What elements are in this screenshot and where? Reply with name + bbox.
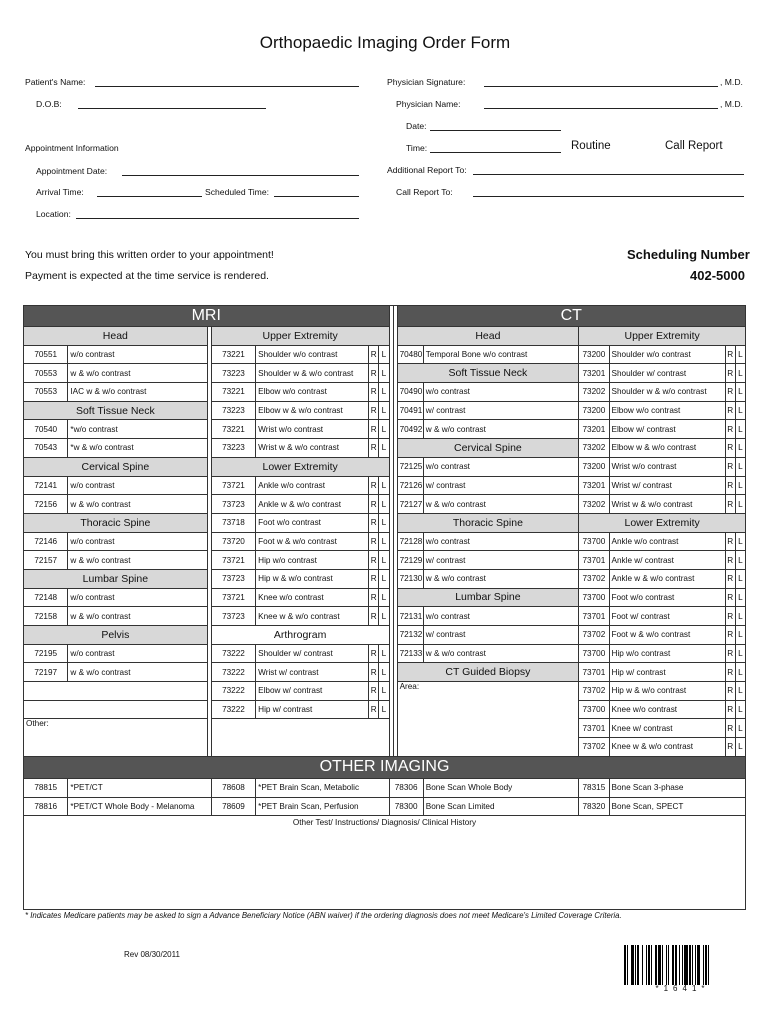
gap: [393, 719, 397, 756]
procedure-option[interactable]: w & w/o contrast: [68, 495, 207, 514]
section-subheader: Thoracic Spine: [397, 513, 579, 532]
right-side-checkbox[interactable]: R: [725, 383, 735, 402]
procedure-code: 72197: [24, 663, 68, 682]
section-subheader: Soft Tissue Neck: [24, 401, 208, 420]
patient-name-label: Patient's Name:: [25, 77, 86, 87]
procedure-option[interactable]: Foot w/o contrast: [256, 513, 369, 532]
left-side-checkbox[interactable]: L: [379, 495, 389, 514]
procedure-code: 70480: [397, 345, 423, 364]
procedure-code: 73201: [579, 420, 609, 439]
right-side-checkbox[interactable]: R: [725, 644, 735, 663]
left-side-checkbox[interactable]: L: [379, 663, 389, 682]
procedure-code: 73723: [211, 495, 255, 514]
barcode-image: [624, 945, 741, 985]
right-side-checkbox[interactable]: R: [369, 532, 379, 551]
procedure-code: 78608: [211, 778, 255, 797]
left-side-checkbox[interactable]: L: [735, 345, 745, 364]
procedure-option[interactable]: Shoulder w/o contrast: [609, 345, 725, 364]
section-subheader: Lower Extremity: [211, 457, 389, 476]
procedure-code: 70553: [24, 383, 68, 402]
procedure-code: 73723: [211, 607, 255, 626]
procedure-option[interactable]: *PET Brain Scan, Perfusion: [256, 797, 389, 816]
right-side-checkbox[interactable]: R: [725, 345, 735, 364]
section-subheader: Head: [397, 327, 579, 346]
right-side-checkbox[interactable]: R: [725, 607, 735, 626]
procedure-option[interactable]: *PET Brain Scan, Metabolic: [256, 778, 389, 797]
procedure-code: 73700: [579, 644, 609, 663]
left-side-checkbox[interactable]: L: [735, 569, 745, 588]
call-report-to-label: Call Report To:: [396, 187, 453, 197]
procedure-option[interactable]: Shoulder w & w/o contrast: [609, 383, 725, 402]
procedure-code: 72133: [397, 644, 423, 663]
right-side-checkbox[interactable]: R: [725, 626, 735, 645]
additional-report-field[interactable]: [473, 174, 744, 175]
section-subheader: Cervical Spine: [397, 439, 579, 458]
right-side-checkbox[interactable]: R: [725, 532, 735, 551]
right-side-checkbox[interactable]: R: [725, 457, 735, 476]
procedure-code: 72156: [24, 495, 68, 514]
procedure-option[interactable]: Elbow w/o contrast: [609, 401, 725, 420]
time-field[interactable]: [430, 152, 561, 153]
procedure-option[interactable]: Foot w/o contrast: [609, 588, 725, 607]
section-subheader: Head: [24, 327, 208, 346]
procedure-code: 73223: [211, 401, 255, 420]
left-side-checkbox[interactable]: L: [735, 626, 745, 645]
left-side-checkbox[interactable]: L: [379, 401, 389, 420]
procedure-code: 70491: [397, 401, 423, 420]
procedure-code: 72131: [397, 607, 423, 626]
procedure-code: 70543: [24, 439, 68, 458]
procedure-code: 72129: [397, 551, 423, 570]
procedure-code: 73221: [211, 383, 255, 402]
procedure-code: 78306: [389, 778, 423, 797]
left-side-checkbox[interactable]: L: [735, 420, 745, 439]
right-side-checkbox[interactable]: R: [369, 495, 379, 514]
procedure-option[interactable]: Hip w/o contrast: [609, 644, 725, 663]
appointment-info-label: Appointment Information: [25, 143, 119, 153]
left-side-checkbox[interactable]: L: [735, 588, 745, 607]
procedure-option[interactable]: Knee w & w/o contrast: [609, 738, 725, 757]
right-side-checkbox[interactable]: R: [369, 401, 379, 420]
procedure-option[interactable]: w/o contrast: [68, 644, 207, 663]
notice-payment: Payment is expected at the time service is rendered.: [25, 270, 269, 282]
date-label: Date:: [406, 121, 427, 131]
left-side-checkbox[interactable]: L: [379, 607, 389, 626]
right-side-checkbox[interactable]: R: [725, 719, 735, 738]
procedure-code: 72157: [24, 551, 68, 570]
empty-cell: [24, 700, 208, 719]
left-side-checkbox[interactable]: L: [735, 719, 745, 738]
procedure-code: 73723: [211, 569, 255, 588]
right-side-checkbox[interactable]: R: [369, 607, 379, 626]
right-side-checkbox[interactable]: R: [369, 383, 379, 402]
dob-label: D.O.B:: [36, 99, 62, 109]
procedure-option[interactable]: w/o contrast: [423, 383, 578, 402]
procedure-code: 78816: [24, 797, 68, 816]
procedure-code: 73223: [211, 364, 255, 383]
procedure-option[interactable]: w/o contrast: [68, 476, 207, 495]
procedure-option[interactable]: Shoulder w/o contrast: [256, 345, 369, 364]
section-subheader: CT Guided Biopsy: [397, 663, 579, 682]
right-side-checkbox[interactable]: R: [369, 364, 379, 383]
procedure-option[interactable]: Elbow w & w/o contrast: [256, 401, 369, 420]
procedure-option[interactable]: Foot w & w/o contrast: [256, 532, 369, 551]
procedure-option[interactable]: w/ contrast: [423, 476, 578, 495]
right-side-checkbox[interactable]: R: [725, 663, 735, 682]
left-side-checkbox[interactable]: L: [735, 607, 745, 626]
procedure-code: 73718: [211, 513, 255, 532]
procedure-option[interactable]: w/o contrast: [68, 345, 207, 364]
procedure-code: 72127: [397, 495, 423, 514]
procedure-code: 70540: [24, 420, 68, 439]
instructions-box[interactable]: [23, 816, 746, 910]
instructions-label: Other Test/ Instructions/ Diagnosis/ Clinical History: [292, 818, 477, 827]
section-subheader: Lumbar Spine: [24, 569, 208, 588]
right-side-checkbox[interactable]: R: [725, 420, 735, 439]
scheduled-time-field[interactable]: [274, 196, 359, 197]
procedure-option[interactable]: w/ contrast: [423, 626, 578, 645]
location-label: Location:: [36, 209, 71, 219]
procedure-option[interactable]: Wrist w & w/o contrast: [609, 495, 725, 514]
md-suffix: , M.D.: [720, 77, 743, 87]
procedure-code: 73221: [211, 420, 255, 439]
procedure-option[interactable]: Knee w/o contrast: [256, 588, 369, 607]
procedure-option[interactable]: Ankle w/o contrast: [609, 532, 725, 551]
left-side-checkbox[interactable]: L: [735, 439, 745, 458]
section-subheader: Cervical Spine: [24, 457, 208, 476]
call-report-to-field[interactable]: [473, 196, 744, 197]
procedure-option[interactable]: Hip w/ contrast: [256, 700, 369, 719]
procedure-option[interactable]: Ankle w & w/o contrast: [256, 495, 369, 514]
procedure-option[interactable]: w/o contrast: [68, 588, 207, 607]
time-label: Time:: [406, 143, 428, 153]
left-side-checkbox[interactable]: L: [735, 495, 745, 514]
left-side-checkbox[interactable]: L: [379, 364, 389, 383]
procedure-option[interactable]: Wrist w/o contrast: [609, 457, 725, 476]
procedure-code: 73701: [579, 551, 609, 570]
procedure-code: 73223: [211, 439, 255, 458]
procedure-option[interactable]: Wrist w/o contrast: [256, 420, 369, 439]
procedure-option[interactable]: w/o contrast: [423, 457, 578, 476]
patient-name-field[interactable]: [95, 86, 359, 87]
procedure-option[interactable]: Temporal Bone w/o contrast: [423, 345, 578, 364]
left-side-checkbox[interactable]: L: [735, 364, 745, 383]
gap: [393, 700, 397, 719]
procedure-option[interactable]: w/ contrast: [423, 551, 578, 570]
procedure-code: 72148: [24, 588, 68, 607]
left-side-checkbox[interactable]: L: [379, 476, 389, 495]
procedure-option[interactable]: Shoulder w & w/o contrast: [256, 364, 369, 383]
procedure-option[interactable]: Ankle w/o contrast: [256, 476, 369, 495]
physician-name-label: Physician Name:: [396, 99, 461, 109]
procedure-option[interactable]: *w/o contrast: [68, 420, 207, 439]
right-side-checkbox[interactable]: R: [725, 682, 735, 701]
procedure-code: 73701: [579, 719, 609, 738]
procedure-option[interactable]: Bone Scan Whole Body: [423, 778, 578, 797]
procedure-code: 73700: [579, 700, 609, 719]
call-report-option[interactable]: Call Report: [665, 140, 723, 152]
scheduling-number: 402-5000: [690, 268, 745, 283]
procedure-option[interactable]: Ankle w & w/o contrast: [609, 569, 725, 588]
procedure-option[interactable]: w/o contrast: [423, 607, 578, 626]
left-side-checkbox[interactable]: L: [735, 551, 745, 570]
left-side-checkbox[interactable]: L: [379, 700, 389, 719]
procedure-option[interactable]: Elbow w/ contrast: [256, 682, 369, 701]
right-side-checkbox[interactable]: R: [369, 682, 379, 701]
left-side-checkbox[interactable]: L: [379, 345, 389, 364]
left-side-checkbox[interactable]: L: [379, 588, 389, 607]
procedure-code: 73222: [211, 700, 255, 719]
procedure-code: 72141: [24, 476, 68, 495]
arrival-time-label: Arrival Time:: [36, 187, 84, 197]
right-side-checkbox[interactable]: R: [369, 439, 379, 458]
area-field[interactable]: Area:: [397, 682, 579, 757]
left-side-checkbox[interactable]: L: [735, 383, 745, 402]
procedure-option[interactable]: w/o contrast: [68, 532, 207, 551]
procedure-code: 78609: [211, 797, 255, 816]
procedure-option[interactable]: Shoulder w/ contrast: [256, 644, 369, 663]
procedure-option[interactable]: w/o contrast: [423, 532, 578, 551]
right-side-checkbox[interactable]: R: [369, 700, 379, 719]
procedure-option[interactable]: Hip w/o contrast: [256, 551, 369, 570]
left-side-checkbox[interactable]: L: [735, 532, 745, 551]
section-subheader: Arthrogram: [211, 626, 389, 645]
left-side-checkbox[interactable]: L: [379, 513, 389, 532]
procedure-code: 72130: [397, 569, 423, 588]
procedure-code: 70490: [397, 383, 423, 402]
section-subheader: Lower Extremity: [579, 513, 746, 532]
procedure-option[interactable]: Wrist w/ contrast: [609, 476, 725, 495]
arrival-time-field[interactable]: [97, 196, 202, 197]
procedure-code: 73202: [579, 383, 609, 402]
order-grid: [23, 305, 746, 816]
procedure-code: 73702: [579, 569, 609, 588]
left-side-checkbox[interactable]: L: [379, 569, 389, 588]
left-side-checkbox[interactable]: L: [735, 644, 745, 663]
procedure-code: 73701: [579, 663, 609, 682]
left-side-checkbox[interactable]: L: [735, 738, 745, 757]
right-side-checkbox[interactable]: R: [725, 569, 735, 588]
procedure-code: 73200: [579, 401, 609, 420]
date-field[interactable]: [430, 130, 561, 131]
procedure-code: 73721: [211, 588, 255, 607]
scheduled-time-label: Scheduled Time:: [205, 187, 270, 197]
procedure-code: 73720: [211, 532, 255, 551]
left-side-checkbox[interactable]: L: [735, 682, 745, 701]
procedure-code: 73721: [211, 476, 255, 495]
procedure-option[interactable]: w & w/o contrast: [68, 663, 207, 682]
procedure-option[interactable]: Elbow w & w/o contrast: [609, 439, 725, 458]
procedure-option[interactable]: Knee w/o contrast: [609, 700, 725, 719]
right-side-checkbox[interactable]: R: [725, 551, 735, 570]
revision-date: Rev 08/30/2011: [124, 950, 180, 959]
procedure-option[interactable]: IAC w & w/o contrast: [68, 383, 207, 402]
barcode-number: *1641*: [655, 984, 710, 993]
left-side-checkbox[interactable]: L: [379, 532, 389, 551]
procedure-option[interactable]: Elbow w/o contrast: [256, 383, 369, 402]
empty-cell: [211, 719, 389, 756]
left-side-checkbox[interactable]: L: [379, 420, 389, 439]
right-side-checkbox[interactable]: R: [725, 700, 735, 719]
procedure-code: 70492: [397, 420, 423, 439]
procedure-option[interactable]: *PET/CT: [68, 778, 211, 797]
procedure-option[interactable]: Shoulder w/ contrast: [609, 364, 725, 383]
mri-header: MRI: [24, 306, 390, 327]
right-side-checkbox[interactable]: R: [725, 588, 735, 607]
procedure-code: 73702: [579, 682, 609, 701]
right-side-checkbox[interactable]: R: [725, 495, 735, 514]
left-side-checkbox[interactable]: L: [735, 401, 745, 420]
procedure-option[interactable]: Ankle w/ contrast: [609, 551, 725, 570]
procedure-option[interactable]: w & w/o contrast: [68, 364, 207, 383]
ct-header: CT: [397, 306, 745, 327]
procedure-code: 73200: [579, 345, 609, 364]
procedure-code: 70551: [24, 345, 68, 364]
left-side-checkbox[interactable]: L: [735, 457, 745, 476]
right-side-checkbox[interactable]: R: [369, 476, 379, 495]
appointment-date-label: Appointment Date:: [36, 166, 108, 176]
procedure-code: 78300: [389, 797, 423, 816]
procedure-code: 73221: [211, 345, 255, 364]
procedure-code: 72195: [24, 644, 68, 663]
procedure-code: 73201: [579, 364, 609, 383]
procedure-code: 72132: [397, 626, 423, 645]
procedure-code: 78320: [579, 797, 609, 816]
procedure-code: 73701: [579, 607, 609, 626]
dob-field[interactable]: [78, 108, 266, 109]
barcode-bar: [709, 945, 711, 985]
right-side-checkbox[interactable]: R: [369, 420, 379, 439]
other-field[interactable]: Other:: [24, 719, 208, 756]
procedure-code: 73222: [211, 663, 255, 682]
physician-signature-field[interactable]: [484, 86, 718, 87]
procedure-option[interactable]: w/ contrast: [423, 401, 578, 420]
left-side-checkbox[interactable]: L: [379, 551, 389, 570]
appointment-date-field[interactable]: [122, 175, 359, 176]
section-subheader: Upper Extremity: [579, 327, 746, 346]
notice-bring-order: You must bring this written order to your appointment!: [25, 249, 274, 261]
procedure-option[interactable]: Elbow w/ contrast: [609, 420, 725, 439]
right-side-checkbox[interactable]: R: [725, 364, 735, 383]
procedure-option[interactable]: Hip w & w/o contrast: [609, 682, 725, 701]
section-subheader: Lumbar Spine: [397, 588, 579, 607]
procedure-option[interactable]: Bone Scan Limited: [423, 797, 578, 816]
right-side-checkbox[interactable]: R: [369, 588, 379, 607]
procedure-code: 72125: [397, 457, 423, 476]
section-subheader: Soft Tissue Neck: [397, 364, 579, 383]
procedure-code: 73222: [211, 644, 255, 663]
right-side-checkbox[interactable]: R: [369, 644, 379, 663]
scheduling-label: Scheduling Number: [627, 247, 750, 262]
left-side-checkbox[interactable]: L: [379, 439, 389, 458]
procedure-code: 73700: [579, 532, 609, 551]
procedure-option[interactable]: w & w/o contrast: [423, 420, 578, 439]
right-side-checkbox[interactable]: R: [725, 439, 735, 458]
additional-report-label: Additional Report To:: [387, 165, 467, 175]
other-imaging-header: OTHER IMAGING: [24, 756, 746, 778]
procedure-code: 72128: [397, 532, 423, 551]
right-side-checkbox[interactable]: R: [369, 513, 379, 532]
procedure-option[interactable]: Wrist w & w/o contrast: [256, 439, 369, 458]
location-field[interactable]: [76, 218, 359, 219]
medicare-footnote: * Indicates Medicare patients may be asked to sign a Advance Beneficiary Notice (ABN waiver) if the ordering diagnosis does not meet Medicare's Limited Coverage Criteria.: [25, 911, 622, 920]
procedure-option[interactable]: Bone Scan, SPECT: [609, 797, 745, 816]
routine-option[interactable]: Routine: [571, 140, 611, 152]
procedure-code: 72158: [24, 607, 68, 626]
section-subheader: Pelvis: [24, 626, 208, 645]
procedure-option[interactable]: Knee w & w/o contrast: [256, 607, 369, 626]
procedure-option[interactable]: w & w/o contrast: [423, 569, 578, 588]
procedure-option[interactable]: Hip w & w/o contrast: [256, 569, 369, 588]
form-title: Orthopaedic Imaging Order Form: [259, 33, 511, 52]
procedure-option[interactable]: w & w/o contrast: [423, 644, 578, 663]
left-side-checkbox[interactable]: L: [379, 644, 389, 663]
right-side-checkbox[interactable]: R: [725, 476, 735, 495]
procedure-code: 72146: [24, 532, 68, 551]
left-side-checkbox[interactable]: L: [735, 476, 745, 495]
procedure-code: 70553: [24, 364, 68, 383]
procedure-option[interactable]: *w & w/o contrast: [68, 439, 207, 458]
procedure-code: 73721: [211, 551, 255, 570]
left-side-checkbox[interactable]: L: [379, 682, 389, 701]
procedure-option[interactable]: w & w/o contrast: [423, 495, 578, 514]
procedure-code: 72126: [397, 476, 423, 495]
procedure-code: 73702: [579, 738, 609, 757]
left-side-checkbox[interactable]: L: [379, 383, 389, 402]
left-side-checkbox[interactable]: L: [735, 663, 745, 682]
right-side-checkbox[interactable]: R: [369, 663, 379, 682]
procedure-code: 78315: [579, 778, 609, 797]
procedure-code: 73201: [579, 476, 609, 495]
empty-cell: [24, 682, 208, 701]
md-suffix: , M.D.: [720, 99, 743, 109]
procedure-code: 73222: [211, 682, 255, 701]
procedure-option[interactable]: Foot w/ contrast: [609, 607, 725, 626]
left-side-checkbox[interactable]: L: [735, 700, 745, 719]
section-subheader: Upper Extremity: [211, 327, 389, 346]
procedure-option[interactable]: Bone Scan 3-phase: [609, 778, 745, 797]
procedure-code: 73702: [579, 626, 609, 645]
procedure-code: 73202: [579, 439, 609, 458]
right-side-checkbox[interactable]: R: [369, 345, 379, 364]
right-side-checkbox[interactable]: R: [369, 551, 379, 570]
procedure-option[interactable]: Foot w & w/o contrast: [609, 626, 725, 645]
procedure-option[interactable]: Wrist w/ contrast: [256, 663, 369, 682]
procedure-option[interactable]: *PET/CT Whole Body - Melanoma: [68, 797, 211, 816]
procedure-option[interactable]: w & w/o contrast: [68, 551, 207, 570]
procedure-option[interactable]: w & w/o contrast: [68, 607, 207, 626]
procedure-code: 73700: [579, 588, 609, 607]
physician-name-field[interactable]: [484, 108, 718, 109]
physician-signature-label: Physician Signature:: [387, 77, 466, 87]
procedure-code: 73200: [579, 457, 609, 476]
procedure-option[interactable]: Hip w/ contrast: [609, 663, 725, 682]
right-side-checkbox[interactable]: R: [369, 569, 379, 588]
procedure-option[interactable]: Knee w/ contrast: [609, 719, 725, 738]
procedure-code: 73202: [579, 495, 609, 514]
procedure-code: 78815: [24, 778, 68, 797]
right-side-checkbox[interactable]: R: [725, 401, 735, 420]
section-subheader: Thoracic Spine: [24, 513, 208, 532]
right-side-checkbox[interactable]: R: [725, 738, 735, 757]
